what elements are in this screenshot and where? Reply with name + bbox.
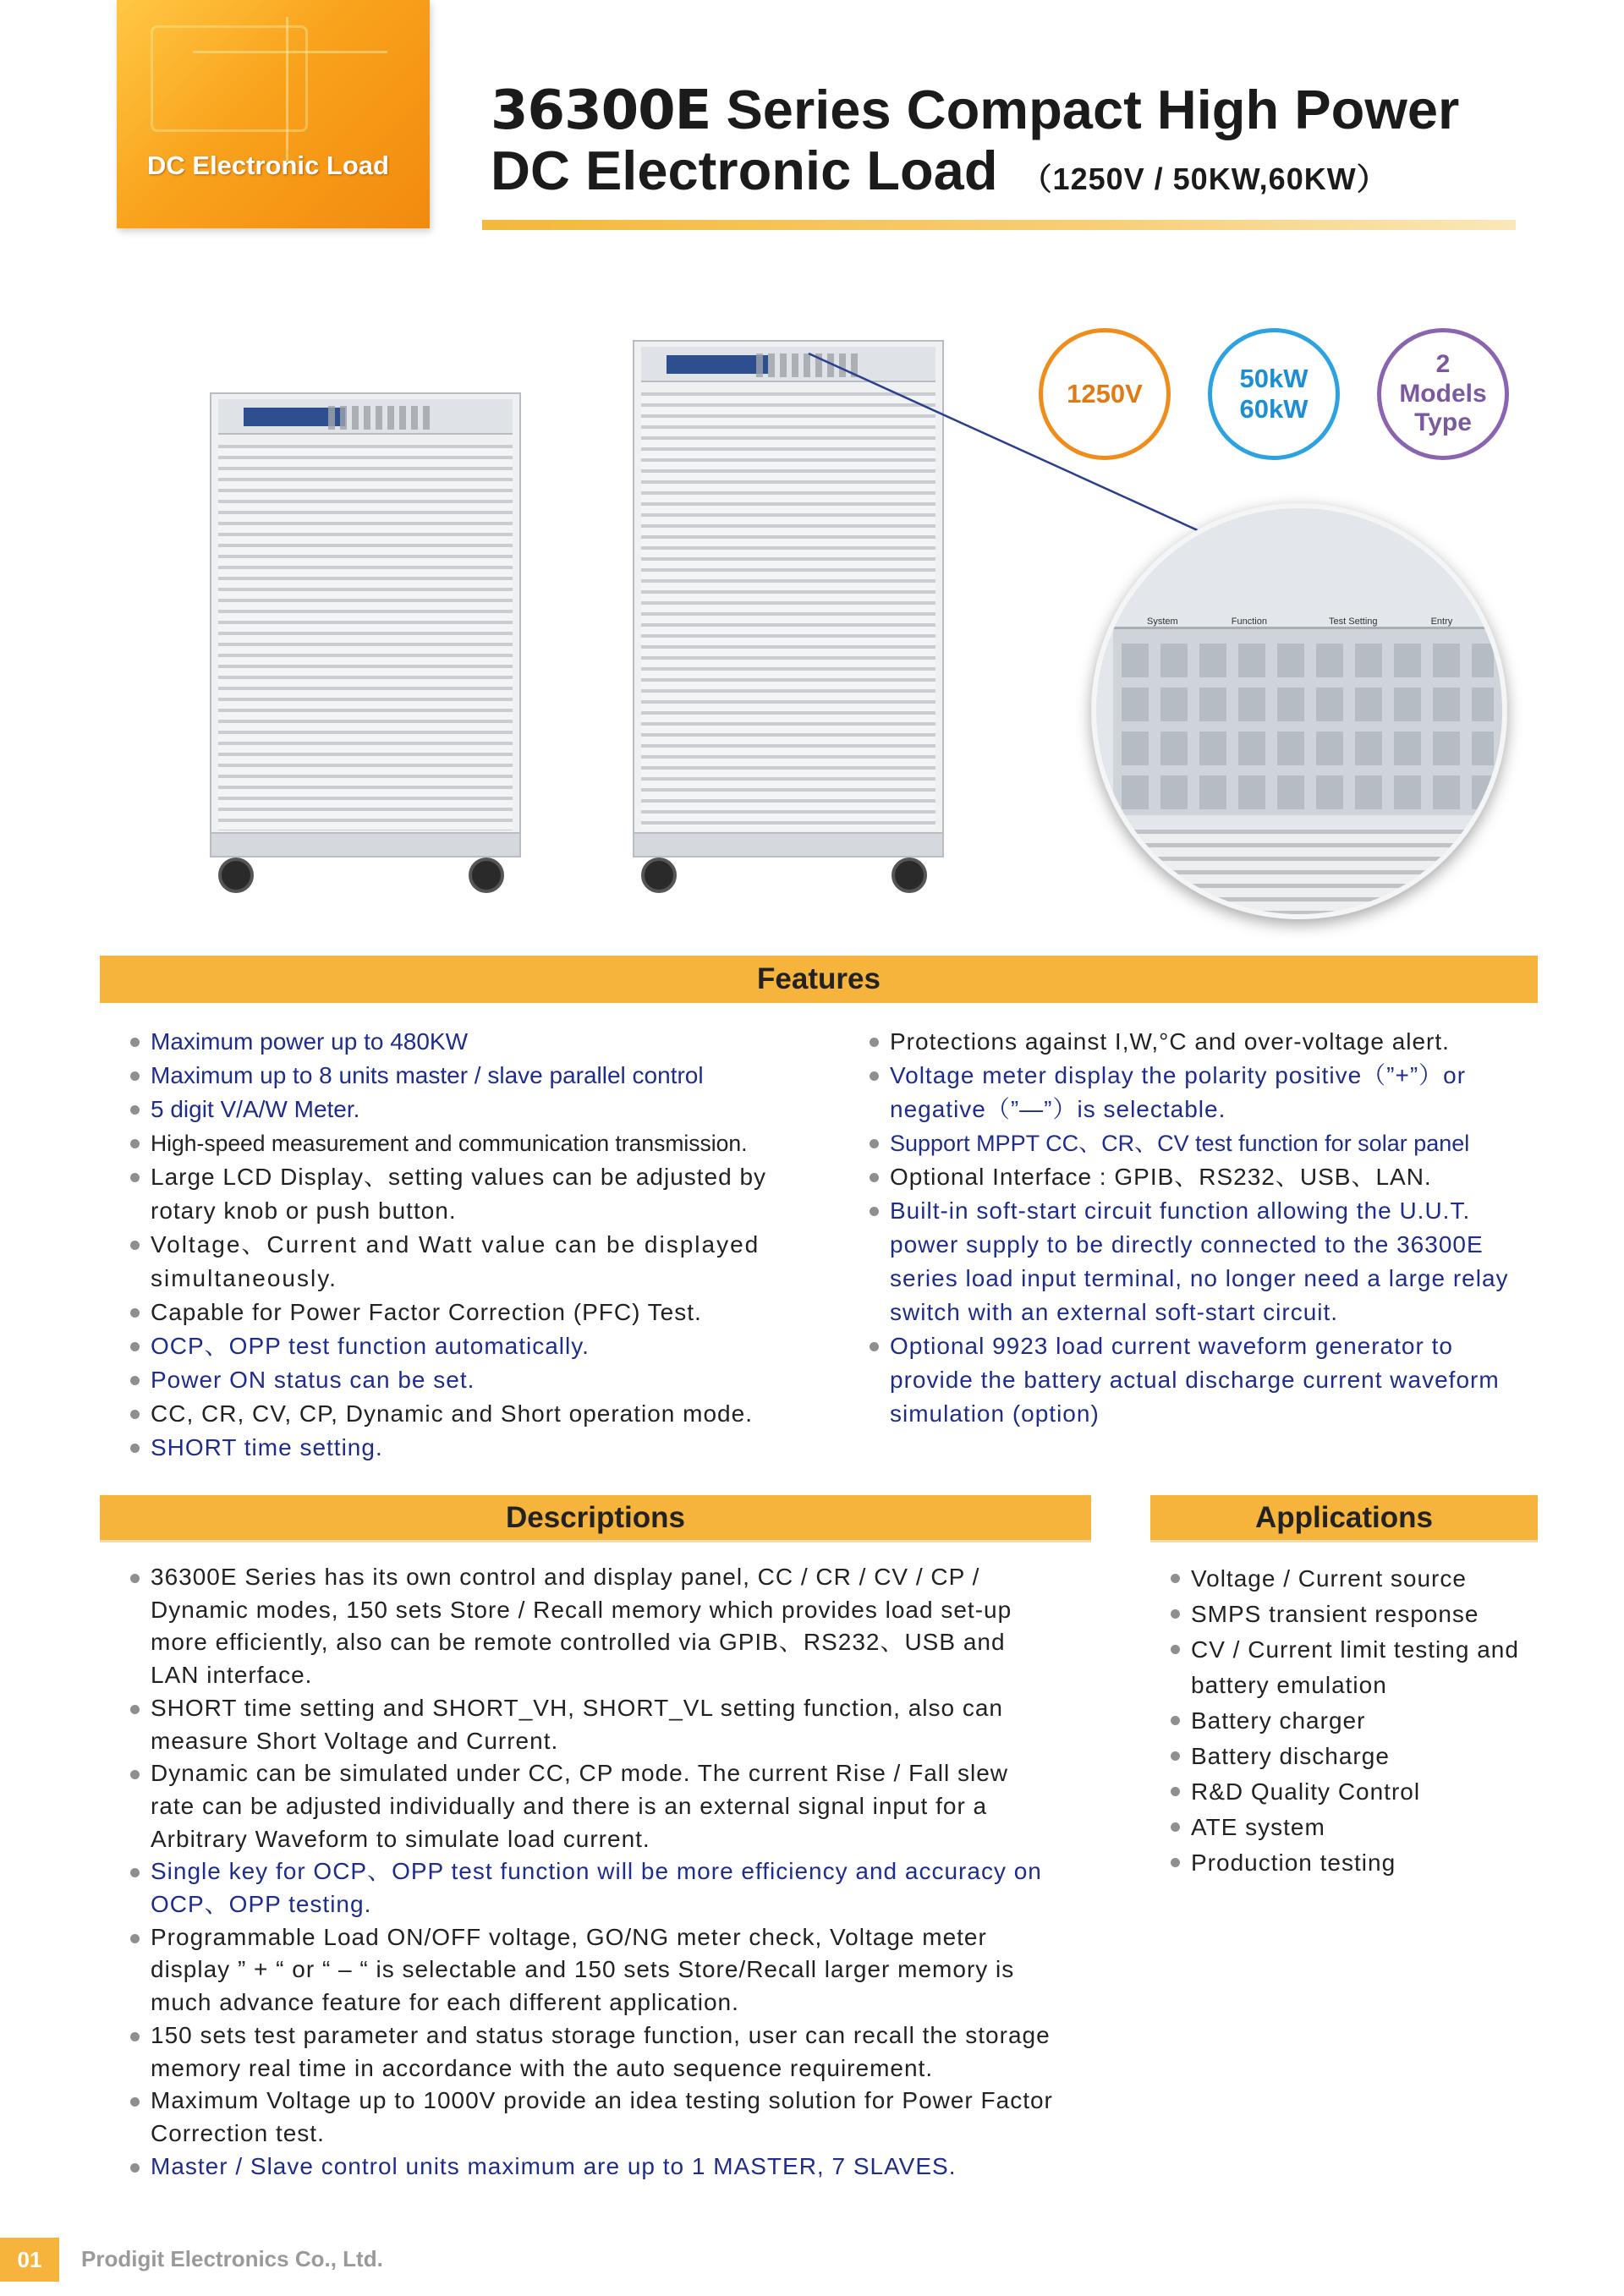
list-item: R&D Quality Control xyxy=(1167,1774,1539,1810)
list-item: 5 digit V/A/W Meter. xyxy=(127,1093,804,1126)
list-item: Optional Interface : GPIB、RS232、USB、LAN. xyxy=(866,1160,1534,1194)
descriptions-heading: Descriptions xyxy=(100,1495,1091,1543)
models-badge-line1: 2 xyxy=(1435,350,1451,379)
category-label: DC Electronic Load xyxy=(147,151,389,180)
list-item: Voltage / Current source xyxy=(1167,1561,1539,1597)
front-panel-zoom xyxy=(1091,503,1507,919)
list-item: Maximum power up to 480KW xyxy=(127,1025,804,1059)
list-item: Programmable Load ON/OFF voltage, GO/NG meter check, Voltage meter display ” + “ or “ – “ is selectable and 150 sets Store/Recall larger memory is much advance feature for each different application. xyxy=(127,1921,1057,2019)
model-number: 36300E xyxy=(491,79,711,142)
wheel-icon xyxy=(892,858,927,893)
power-badge-line1: 50kW xyxy=(1239,364,1309,394)
wheel-icon xyxy=(218,858,254,893)
key-row xyxy=(1122,688,1494,721)
zoom-pointer-line xyxy=(0,0,1624,592)
list-item: Built-in soft-start circuit function allowing the U.U.T. power supply to be directly connected to the 36300E series load input terminal, no longer need a large relay switch with an external soft-start circuit. xyxy=(866,1194,1534,1329)
power-badge xyxy=(1208,328,1340,460)
label-function: Function xyxy=(1231,616,1267,627)
label-entry: Entry xyxy=(1430,616,1453,627)
label-system: System xyxy=(1147,616,1178,627)
list-item: Optional 9923 load current waveform generator to provide the battery actual discharge current waveform simulation (option) xyxy=(866,1329,1534,1431)
applications-list xyxy=(1167,1561,1539,1881)
list-item: OCP、OPP test function automatically. xyxy=(127,1329,804,1363)
list-item: SHORT time setting and SHORT_VH, SHORT_VL setting function, also can measure Short Voltage and Current. xyxy=(127,1692,1057,1757)
list-item: Master / Slave control units maximum are up to 1 MASTER, 7 SLAVES. xyxy=(127,2151,1057,2184)
wheel-icon xyxy=(641,858,677,893)
label-test-setting: Test Setting xyxy=(1329,616,1378,627)
key-row xyxy=(1122,732,1494,765)
vent-grille xyxy=(1096,830,1502,914)
list-item: Battery charger xyxy=(1167,1703,1539,1739)
power-badge-line2: 60kW xyxy=(1239,394,1309,424)
list-item: Power ON status can be set. xyxy=(127,1363,804,1397)
list-item: Single key for OCP、OPP test function will be more efficiency and accuracy on OCP、OPP testing. xyxy=(127,1855,1057,1921)
list-item: Capable for Power Factor Correction (PFC) Test. xyxy=(127,1296,804,1329)
descriptions-list xyxy=(127,1561,1057,2183)
company-name: Prodigit Electronics Co., Ltd. xyxy=(81,2246,383,2271)
key-row xyxy=(1122,775,1494,809)
list-item: Dynamic can be simulated under CC, CP mode. The current Rise / Fall slew rate can be adjusted individually and there is an external signal input for a Arbitrary Waveform to simulate load current. xyxy=(127,1757,1057,1855)
list-item: High-speed measurement and communication transmission. xyxy=(127,1126,804,1160)
list-item: CC, CR, CV, CP, Dynamic and Short operation mode. xyxy=(127,1397,804,1431)
list-item: Protections against I,W,°C and over-voltage alert. xyxy=(866,1025,1534,1059)
list-item: Battery discharge xyxy=(1167,1739,1539,1774)
list-item: CV / Current limit testing and battery emulation xyxy=(1167,1632,1539,1703)
applications-heading: Applications xyxy=(1150,1495,1538,1543)
voltage-badge xyxy=(1039,328,1171,460)
features-left-list xyxy=(127,1025,804,1465)
title-line2-text: DC Electronic Load xyxy=(491,140,998,201)
list-item: Large LCD Display、setting values can be adjusted by rotary knob or push button. xyxy=(127,1160,804,1228)
models-badge xyxy=(1377,328,1509,460)
list-item: Production testing xyxy=(1167,1845,1539,1881)
list-item: Maximum Voltage up to 1000V provide an idea testing solution for Power Factor Correction test. xyxy=(127,2085,1057,2150)
models-badge-line2: Models xyxy=(1399,379,1487,408)
key-row xyxy=(1122,644,1494,677)
list-item: Voltage、Current and Watt value can be displayed simultaneously. xyxy=(127,1228,804,1296)
list-item: SHORT time setting. xyxy=(127,1431,804,1465)
keypad-labels xyxy=(1147,616,1452,627)
page-number: 01 xyxy=(0,2238,59,2282)
list-item: Maximum up to 8 units master / slave parallel control xyxy=(127,1059,804,1093)
features-right-list xyxy=(866,1025,1534,1431)
title-line1-text: Series Compact High Power xyxy=(726,79,1460,140)
list-item: Voltage meter display the polarity positive（”+”）or negative（”—”）is selectable. xyxy=(866,1059,1534,1126)
list-item: 36300E Series has its own control and display panel, CC / CR / CV / CP / Dynamic modes, 150 sets Store / Recall memory which provides load set-up more efficiently, also can be remote controlled via GPIB、RS232、USB and LAN interface. xyxy=(127,1561,1057,1692)
models-badge-line3: Type xyxy=(1414,408,1472,437)
list-item: ATE system xyxy=(1167,1810,1539,1845)
voltage-badge-text: 1250V xyxy=(1067,379,1143,409)
list-item: Support MPPT CC、CR、CV test function for solar panel xyxy=(866,1126,1534,1160)
wheel-icon xyxy=(469,858,504,893)
features-heading: Features xyxy=(100,956,1538,1003)
list-item: 150 sets test parameter and status storage function, user can recall the storage memory real time in accordance with the auto sequence requirement. xyxy=(127,2019,1057,2085)
title-subtitle: （1250V / 50KW,60KW） xyxy=(1021,162,1388,196)
list-item: SMPS transient response xyxy=(1167,1597,1539,1632)
